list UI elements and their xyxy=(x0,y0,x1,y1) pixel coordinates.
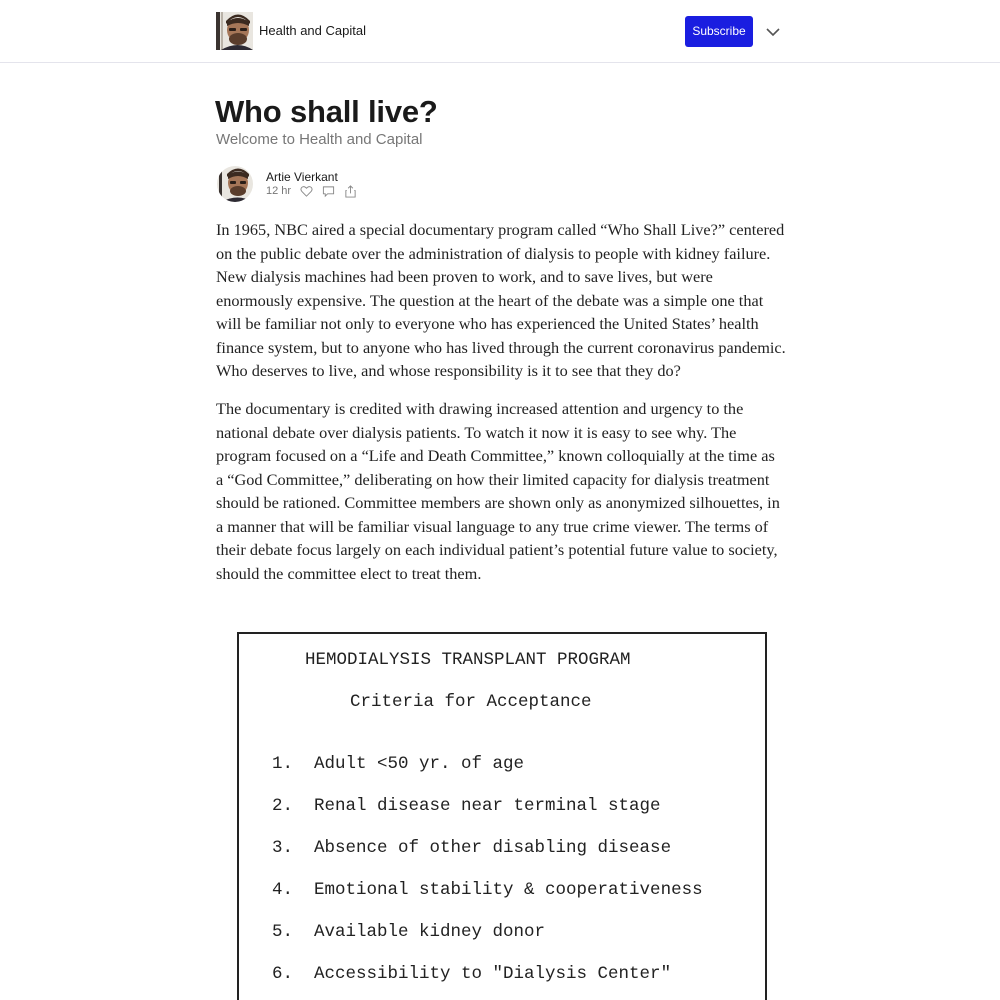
publication-name[interactable]: Health and Capital xyxy=(259,23,366,38)
document-criterion: 1. Adult <50 yr. of age xyxy=(272,754,525,774)
document-title: HEMODIALYSIS TRANSPLANT PROGRAM xyxy=(305,650,631,670)
publication-logo[interactable] xyxy=(216,12,253,50)
body-paragraph: The documentary is credited with drawing increased attention and urgency to the national debate over dialysis patients. To watch it now it is easy to see why. The program focused on a “Life and Death Committee,” known colloquially at the time as a “God Committee,” deliberating on how their limited capacity for dialysis treatment should be rationed. Committee members are shown only as anonymized silhouettes, in a manner that will be familiar visual language to any true crime viewer. The terms of their debate focus largely on each individual patient’s potential future value to society, should the committee elect to treat them. xyxy=(216,399,780,583)
document-criterion: 2. Renal disease near terminal stage xyxy=(272,796,661,816)
share-icon[interactable] xyxy=(344,185,357,198)
document-criterion: 5. Available kidney donor xyxy=(272,922,546,942)
post-title: Who shall live? xyxy=(215,94,438,129)
document-criterion: 3. Absence of other disabling disease xyxy=(272,838,672,858)
subscribe-button[interactable]: Subscribe xyxy=(685,16,753,47)
comment-icon[interactable] xyxy=(322,185,335,198)
top-bar xyxy=(0,0,1000,63)
document-criterion: 6. Accessibility to "Dialysis Center" xyxy=(272,964,672,984)
author-name[interactable]: Artie Vierkant xyxy=(266,170,338,184)
post-time: 12 hr xyxy=(266,185,292,197)
author-avatar[interactable] xyxy=(217,166,253,202)
heart-icon[interactable] xyxy=(300,185,313,198)
body-paragraph: In 1965, NBC aired a special documentary program called “Who Shall Live?” centered on the public debate over the administration of dialysis to people with kidney failure. New dialysis machines had been proven to work, and to save lives, but were enormously expensive. The question at the heart of the debate was a simple one that will be familiar not only to everyone who has experienced the United States’ health finance system, but to anyone who has lived through the current coronavirus pandemic. Who deserves to live, and whose responsibility is it to see that they do? xyxy=(216,220,786,380)
scanned-document-image xyxy=(237,632,767,1000)
post-subtitle: Welcome to Health and Capital xyxy=(216,131,423,148)
document-criterion: 4. Emotional stability & cooperativeness xyxy=(272,880,703,900)
post-meta xyxy=(266,184,366,198)
document-subtitle: Criteria for Acceptance xyxy=(350,692,592,712)
chevron-down-icon[interactable] xyxy=(765,24,781,40)
